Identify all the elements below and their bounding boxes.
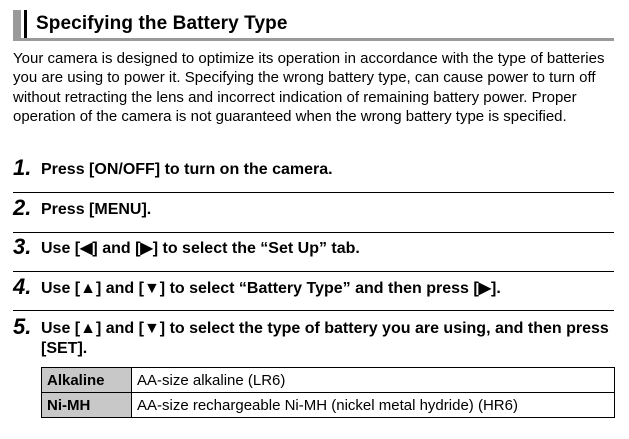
intro-paragraph: Your camera is designed to optimize its operation in accordance with the type of batteries you are using to power it. Specifying the wrong battery type, can cause power to turn off without retracting the lens and incorrect indication of remaining battery power. Proper operation of the camera is not guaranteed when the wrong battery type is specified. <box>13 50 605 126</box>
step-divider <box>13 310 614 311</box>
step-number: 3. <box>13 234 32 259</box>
step-divider <box>13 192 614 193</box>
step-number: 2. <box>13 195 32 220</box>
table-row <box>42 393 615 418</box>
battery-type-table <box>41 367 615 418</box>
step-number: 1. <box>13 155 32 180</box>
battery-type-cell: Alkaline <box>42 368 132 393</box>
step-instruction: Use [◀] and [▶] to select the “Set Up” tab. <box>41 240 360 257</box>
step-divider <box>13 271 614 272</box>
step-divider <box>13 232 614 233</box>
step-instruction: Press [MENU]. <box>41 201 152 218</box>
heading-accent-bar <box>13 10 21 41</box>
battery-type-cell: Ni-MH <box>42 393 132 418</box>
heading-accent-line <box>24 10 27 41</box>
step-instruction: Press [ON/OFF] to turn on the camera. <box>41 161 333 178</box>
table-row <box>42 368 615 393</box>
heading-underline <box>13 38 614 41</box>
section-heading <box>13 10 614 41</box>
step-instruction: Use [▲] and [▼] to select the type of battery you are using, and then press [SET]. <box>41 320 609 357</box>
page-title: Specifying the Battery Type <box>36 13 288 34</box>
step-number: 4. <box>13 274 32 299</box>
step-instruction: Use [▲] and [▼] to select “Battery Type” and then press [▶]. <box>41 280 501 297</box>
battery-description-cell: AA-size alkaline (LR6) <box>132 368 615 393</box>
step-number: 5. <box>13 314 32 339</box>
battery-description-cell: AA-size rechargeable Ni-MH (nickel metal hydride) (HR6) <box>132 393 615 418</box>
